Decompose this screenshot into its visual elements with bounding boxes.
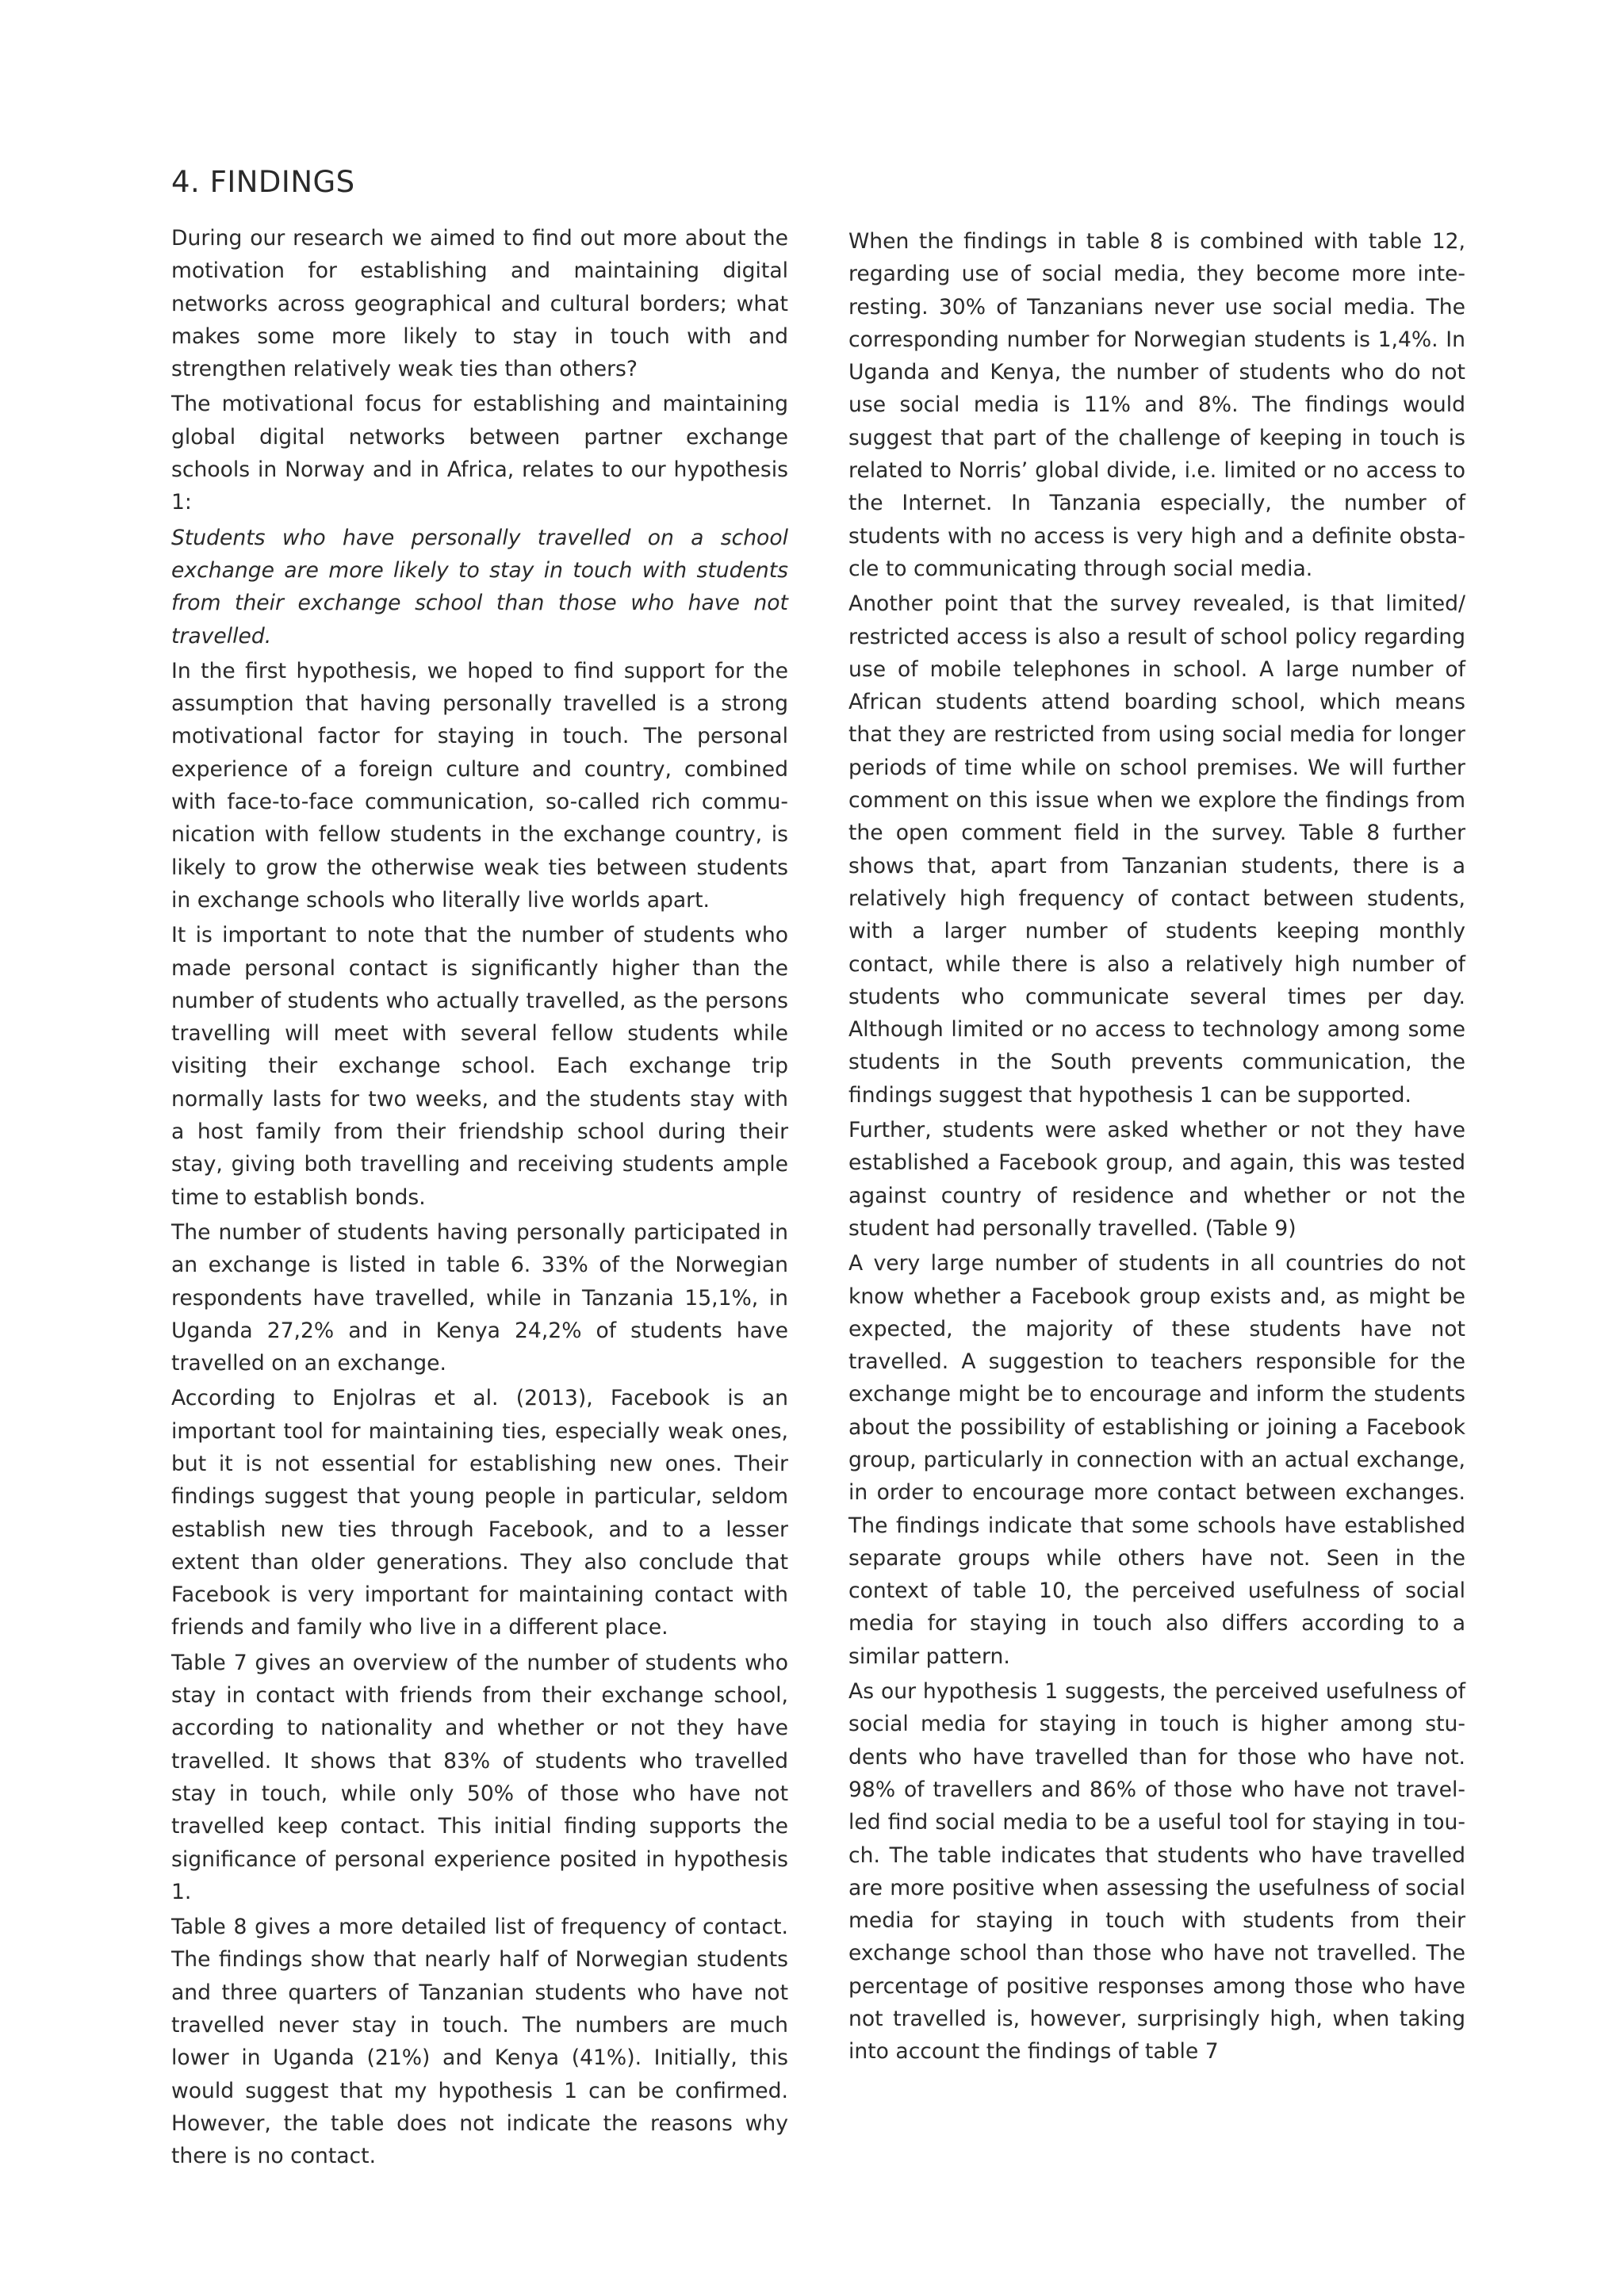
- paragraph: The number of students having personally participated in an exchange is listed in table 6. 33% of the Norwegian respondents have travelled, while in Tanzania 15,1%, in Uganda 27,2% and in Kenya 24,2% of students have travelled on an exchange.: [171, 1219, 788, 1376]
- paragraph: During our research we aimed to find out more about the motivation for establishing and maintaining digital networks across geographical and cultural borders; what makes some more likely to stay in touch with and strengthen relatively weak ties than others?: [171, 226, 788, 382]
- paragraph: The motivational focus for establishing and maintaining global digital networks between partner exchange schools in Norway and in Africa, relates to our hypothesis 1:: [171, 392, 788, 515]
- paragraph: Another point that the survey revealed, is that limited/​restricted access is also a result of school policy regarding use of mobile telephones in school. A large number of African students attend boarding school, which means that they are restricted from using social media for longer periods of time while on school premises. We will further comment on this issue when we explore the findings from the open comment field in the survey. Table 8 further shows that, apart from Tanzanian students, there is a relatively high frequency of contact between students, with a larger number of students keeping monthly contact, while there is also a relatively high number of students who communicate several times per day. Although limited or no access to technology among some students in the South prevents communication, the findings suggest that hypothesis 1 can be supported.: [848, 591, 1465, 1108]
- right-column: [848, 225, 1465, 2071]
- paragraph: According to Enjolras et al. (2013), Facebook is an important tool for maintaining ties, especially weak ones, but it is not essential for establishing new ones. Their findings suggest that young people in particular, seldom establish new ties through Facebook, and to a lesser extent than older generations. They also conclude that Facebook is very important for maintaining contact with friends and family who live in a different place.: [171, 1386, 788, 1640]
- section-heading: 4. FINDINGS: [171, 165, 355, 199]
- paragraph: Table 7 gives an overview of the number of students who stay in contact with friends from their exchange school, according to nationality and whether or not they have travelled. It shows that 83% of students who travelled stay in touch, while only 50% of those who have not travelled keep contact. This initial finding supports the significance of personal experience posited in hypothesis 1.: [171, 1650, 788, 1904]
- paragraph: In the first hypothesis, we hoped to find support for the assumption that having personally travelled is a strong motivational factor for staying in touch. The personal experience of a foreign culture and country, combined with face-to-face communication, so-called rich communication with fellow students in the exchange country, is likely to grow the otherwise weak ties between students in exchange schools who literally live worlds apart.: [171, 658, 788, 913]
- paragraph: When the findings in table 8 is combined with table 12, regarding use of social media, they become more interesting. 30% of Tanzanians never use social media. The corresponding number for Norwegian students is 1,4%. In Uganda and Kenya, the number of students who do not use social media is 11% and 8%. The findings would suggest that part of the challenge of keeping in touch is related to Norris’ global divide, i.e. limited or no access to the Internet. In Tanzania especially, the number of students with no access is very high and a definite obstacle to communicating through social media.: [848, 229, 1465, 581]
- paragraph: Table 8 gives a more detailed list of frequency of contact. The findings show that nearly half of Norwegian students and three quarters of Tanzanian students who have not travelled never stay in touch. The numbers are much lower in Uganda (21%) and Kenya (41%). Initially, this would suggest that my hypothesis 1 can be confirmed. However, the table does not indicate the reasons why there is no contact.: [171, 1915, 788, 2169]
- paragraph: As our hypothesis 1 suggests, the perceived usefulness of social media for staying in touch is higher among students who have travelled than for those who have not. 98% of travellers and 86% of those who have not travelled find social media to be a useful tool for staying in touch. The table indicates that students who have travelled are more positive when assessing the usefulness of social media for staying in touch with students from their exchange school than those who have not travelled. The percentage of positive responses among those who have not travelled is, however, surprisingly high, when taking into account the findings of table 7: [848, 1679, 1465, 2064]
- paragraph: A very large number of students in all countries do not know whether a Facebook group exists and, as might be expected, the majority of these students have not travelled. A suggestion to teachers responsible for the exchange might be to encourage and inform the students about the possibility of establishing or joining a Facebook group, particularly in connection with an actual exchange, in order to encourage more contact between exchanges. The findings indicate that some schools have established separate groups while others have not. Seen in the context of table 10, the perceived usefulness of social media for staying in touch also differs according to a similar pattern.: [848, 1251, 1465, 1669]
- left-column: [171, 222, 788, 2175]
- hypothesis-statement: Students who have personally travelled on a school exchange are more likely to stay in touch with students from their exchange school than those who have not travelled.: [171, 525, 788, 649]
- paragraph: It is important to note that the number of students who made personal contact is significantly higher than the number of students who actually travelled, as the persons travelling will meet with several fellow students while visiting their exchange school. Each exchange trip normally lasts for two weeks, and the students stay with a host family from their friendship school during their stay, giving both travelling and receiving students ample time to establish bonds.: [171, 923, 788, 1210]
- paragraph: Further, students were asked whether or not they have established a Facebook group, and again, this was tested against country of residence and whether or not the student had personally travelled. (Table 9): [848, 1118, 1465, 1241]
